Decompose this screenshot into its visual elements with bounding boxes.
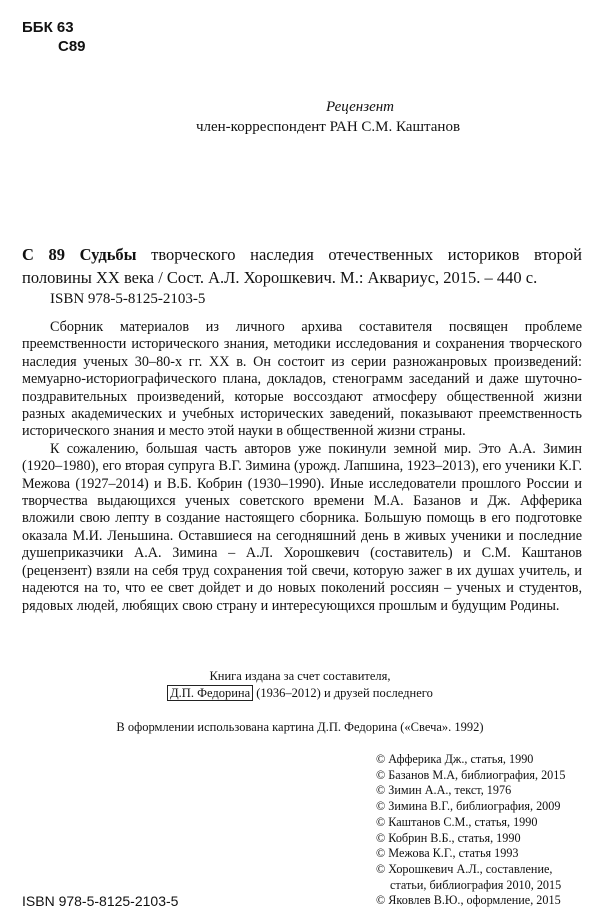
copyright-line: © Межова К.Г., статья 1993 xyxy=(376,846,519,861)
abstract-paragraph: К сожалению, большая часть авторов уже покинули земной мир. Это А.А. Зимин (1920–1980), его вторая супруга В.Г. Зимина (урожд. Лапшина, 1923–2013), его ученики К.Г. Межова (1927–2014) и В.Б. Кобрин (1930–1990). Иные исследователи прошлого России и творчества выдающихся ученых советского времени М.А. Базанов и Дж. Афферика вложили свою лепту в создание настоящего сборника. Большую помощь в его подготовке оказала М.И. Леньшина. Оставшиеся на сегодняшний день в живых ученики и последние душеприказчики А.А. Зимина – А.Л. Хорошкевич (составитель) и С.М. Каштанов (рецензент) взяли на себя труд сохранения той свечи, которую зажег в их душах учитель, и надеются на то, что ее свет дойдет и до новых поколений россиян – ученых и студентов, рядовых людей, любящих свою страну и интересующихся прошлым и будущим Родины. xyxy=(22,440,582,614)
publication-line2-rest: (1936–2012) и друзей последнего xyxy=(253,686,433,700)
title-rest: творческого наследия отечественных историков второй половины XX века / Сост. А.Л. Хорошкевич. М.: Аквариус, 2015. – 440 с. xyxy=(22,245,582,287)
boxed-name: Д.П. Федорина xyxy=(167,685,253,701)
reviewer-role: Рецензент xyxy=(325,99,395,115)
abstract xyxy=(22,319,582,615)
isbn-bottom: ISBN 978-5-8125-2103-5 xyxy=(22,893,179,909)
publication-line2 xyxy=(0,685,600,702)
copyright-line: © Хорошкевич А.Л., составление, xyxy=(376,861,553,876)
copyright-line: © Афферика Дж., статья, 1990 xyxy=(376,752,534,766)
copyright-line: © Кобрин В.Б., статья, 1990 xyxy=(376,830,521,845)
copyright-line: © Зимина В.Г., библиография, 2009 xyxy=(376,799,561,814)
title-code: С 89 xyxy=(22,245,66,264)
bbk-code: ББК 63 xyxy=(22,19,74,36)
reviewer-name: член-корреспондент РАН С.М. Каштанов xyxy=(195,119,461,135)
isbn-top: ISBN 978-5-8125-2103-5 xyxy=(50,291,206,307)
reviewer-block xyxy=(0,97,600,137)
publication-line1: Книга издана за счет составителя, xyxy=(209,669,391,683)
copyright-line: © Базанов М.А, библиография, 2015 xyxy=(376,767,566,782)
publication-note xyxy=(0,668,600,702)
copyright-line: © Каштанов С.М., статья, 1990 xyxy=(376,814,538,829)
copyright-line: © Яковлев В.Ю., оформление, 2015 xyxy=(376,893,561,908)
abstract-paragraph: Сборник материалов из личного архива составителя посвящен проблеме преемственности исторического знания, методики исследования и сохранения творческого наследия ученых 30–80-х гг. XX в. Он состоит из серии разножанровых произведений: мемуарно-историографического плана, докладов, стенограмм заседаний и даже шуточно-поздравительных произведений, которые воссоздают атмосферу общественной жизни разных академических и учебных исторических заведений, показывают преемственность исторического знания и место этой науки в общественной жизни страны. xyxy=(22,319,582,440)
author-mark: С89 xyxy=(58,38,86,55)
bbk-classification xyxy=(22,18,86,56)
copyright-line: © Зимин А.А., текст, 1976 xyxy=(376,783,512,798)
copyright-line-continuation: статьи, библиография 2010, 2015 xyxy=(390,877,562,892)
bibliographic-title xyxy=(22,243,582,289)
copyright-list xyxy=(376,752,576,909)
title-bold-word: Судьбы xyxy=(79,245,137,264)
design-note: В оформлении использована картина Д.П. Федорина («Свеча». 1992) xyxy=(116,720,484,734)
